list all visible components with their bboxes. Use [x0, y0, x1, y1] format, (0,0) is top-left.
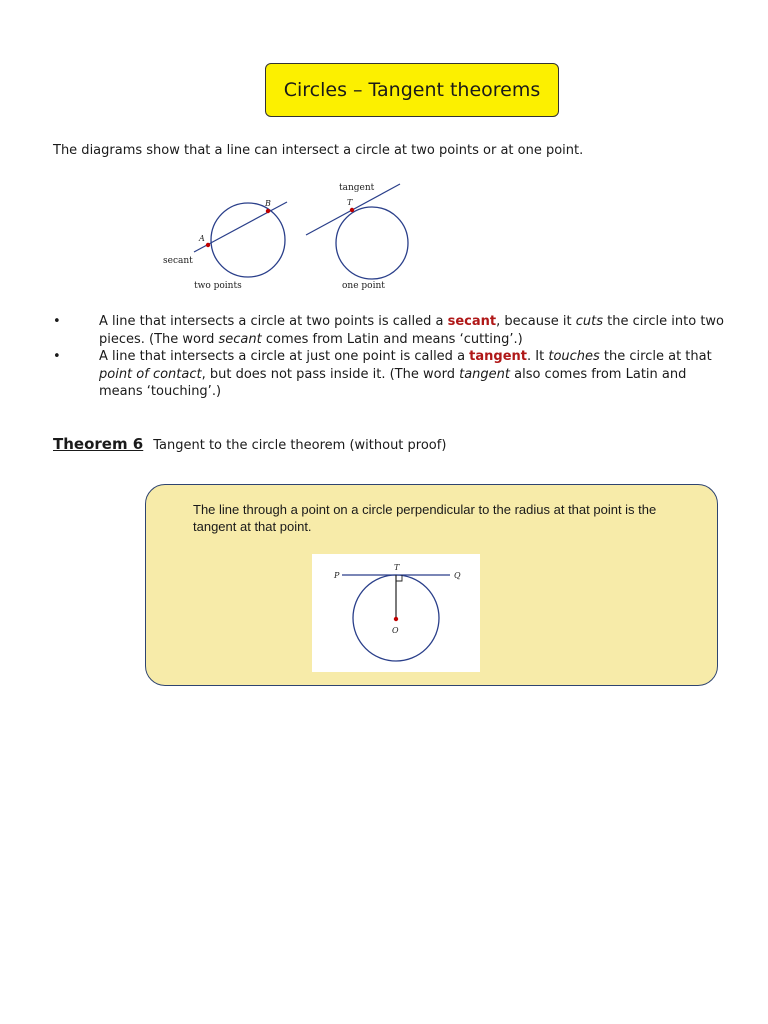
label-q: Q — [454, 571, 461, 580]
bullet-text: also comes from Latin and means ‘touching’.) — [99, 366, 687, 399]
theorem-number: Theorem 6 — [53, 435, 144, 453]
theorem-heading — [53, 434, 446, 453]
emphasis-text: touches — [548, 349, 600, 364]
bullet-item-secant — [53, 313, 733, 348]
label-t-figure: T — [394, 563, 400, 572]
theorem-description: Tangent to the circle theorem (without proof) — [153, 438, 447, 453]
caption-two-points: two points — [194, 281, 242, 291]
intersection-diagram — [150, 178, 420, 296]
emphasis-text: secant — [218, 331, 262, 347]
theorem-statement: The line through a point on a circle perpendicular to the radius at that point is the tangent at that point. — [193, 502, 657, 534]
secant-circle — [211, 203, 285, 277]
emphasis-text: cuts — [575, 314, 603, 329]
page-title: Circles – Tangent theorems — [265, 63, 559, 117]
bullet-marker: • — [53, 314, 61, 329]
intro-text: The diagrams show that a line can intersect a circle at two points or at one point. — [53, 143, 584, 158]
keyword-secant: secant — [447, 314, 497, 329]
bullet-text: , because it — [496, 314, 576, 329]
label-o: O — [392, 626, 399, 635]
label-secant: secant — [163, 256, 193, 266]
bullet-list — [53, 313, 733, 401]
point-a — [206, 243, 210, 247]
bullet-text: the circle at that — [599, 349, 712, 364]
emphasis-text: tangent — [459, 366, 510, 382]
keyword-tangent: tangent — [469, 349, 528, 364]
tangent-figure-panel — [312, 554, 480, 672]
bullet-text: the circle into two pieces. (The word — [99, 314, 725, 347]
tangent-circle — [336, 207, 408, 279]
point-t — [350, 208, 354, 212]
label-t: T — [347, 198, 353, 207]
bullet-text: A line that intersects a circle at two points is called a — [99, 314, 448, 329]
emphasis-text: point of contact — [99, 366, 202, 382]
tangent-perpendicular-diagram — [312, 554, 480, 672]
label-b: B — [265, 199, 271, 208]
label-a: A — [199, 234, 205, 243]
bullet-text: , but does not pass inside it. (The word — [201, 366, 460, 382]
bullet-item-tangent — [53, 348, 733, 401]
bullet-text: . It — [527, 349, 549, 364]
bullet-text: A line that intersects a circle at just one point is called a — [99, 349, 470, 364]
label-p: P — [334, 571, 340, 580]
bullet-marker: • — [53, 349, 61, 364]
bullet-text: comes from Latin and means ‘cutting’.) — [261, 331, 523, 347]
point-b — [266, 209, 270, 213]
center-point-o — [394, 617, 398, 621]
label-tangent: tangent — [339, 183, 375, 193]
caption-one-point: one point — [342, 281, 385, 291]
